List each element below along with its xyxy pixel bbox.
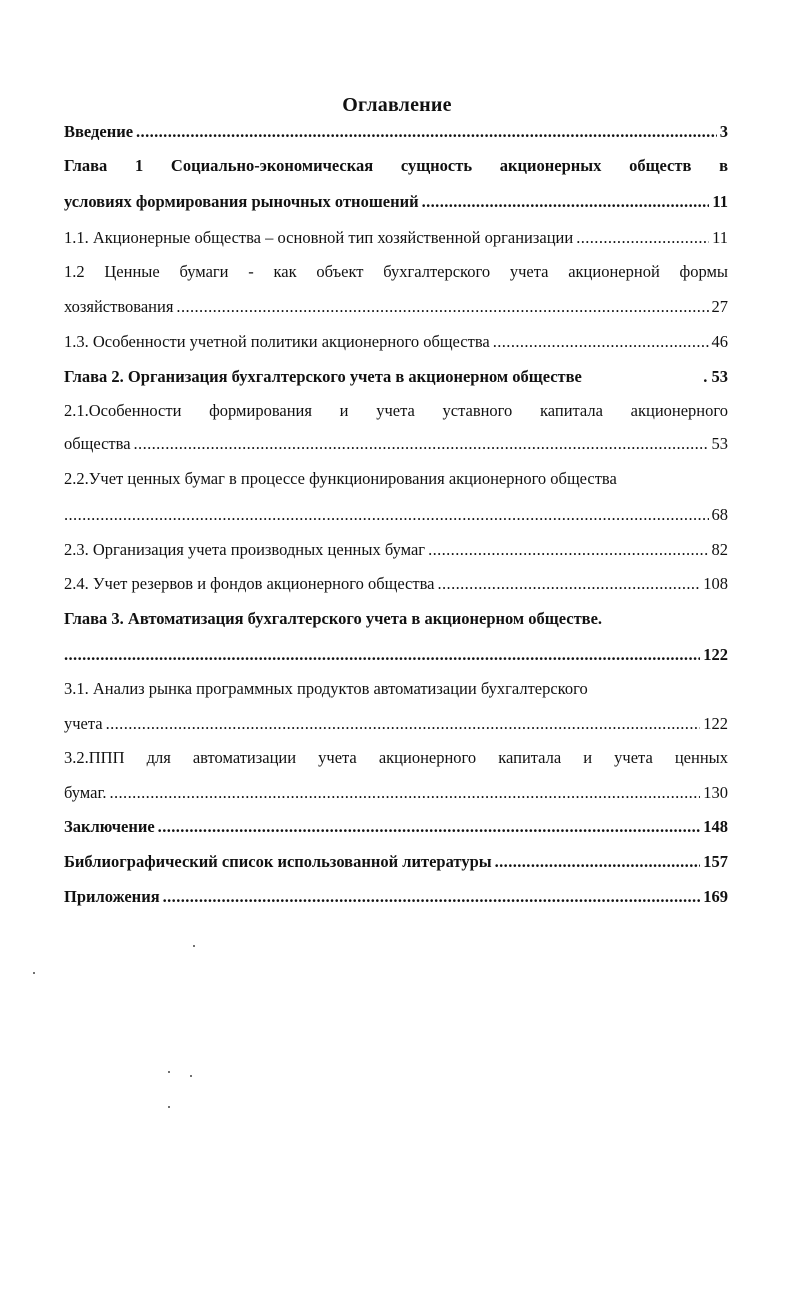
toc-page-number: 3	[719, 122, 728, 141]
toc-entry-title: Приложения	[64, 887, 160, 906]
toc-title: Оглавление	[342, 94, 452, 116]
dot-leader	[134, 432, 709, 456]
toc-entry-title: Заключение	[64, 817, 155, 836]
dot-leader	[136, 120, 717, 144]
toc-page-number: . 53	[703, 367, 728, 386]
toc-entry-title: бумаг.	[64, 783, 107, 802]
toc-entry-chapter-3-line-1	[64, 607, 728, 631]
toc-entry-3-1-line-1	[64, 677, 728, 701]
dot-leader	[576, 226, 709, 250]
toc-entry-title: условиях формирования рыночных отношений	[64, 192, 419, 211]
toc-page-number: 82	[711, 540, 728, 559]
toc-entry-2-2	[64, 503, 728, 527]
dot-leader	[422, 190, 710, 214]
toc-entry-introduction	[64, 120, 728, 144]
toc-entry-chapter-1	[64, 190, 728, 214]
toc-page-number: 157	[703, 852, 728, 871]
toc-entry-title: общества	[64, 434, 131, 453]
toc-entry-conclusion	[64, 815, 728, 839]
toc-entry-chapter-2	[64, 365, 728, 389]
scan-speck	[33, 972, 35, 974]
toc-page-number: 130	[703, 783, 728, 802]
scan-speck	[193, 945, 195, 947]
toc-page-number: 46	[711, 332, 728, 351]
toc-entry-chapter-1-line-1: Глава 1 Социально-экономическая сущность акционерных обществ в	[64, 156, 728, 175]
toc-entry-title: Введение	[64, 122, 134, 141]
toc-page-number: 122	[703, 714, 728, 733]
toc-entry-2-4	[64, 572, 728, 596]
toc-entry-2-3	[64, 538, 728, 562]
toc-entry-bibliography	[64, 850, 728, 874]
toc-entry-1-2-line-1: 1.2 Ценные бумаги - как объект бухгалтерского учета акционерной формы	[64, 262, 728, 281]
dot-leader	[158, 815, 701, 839]
toc-entry-title: 1.1. Акционерные общества – основной тип хозяйственной организации	[64, 228, 574, 247]
toc-entry-1-3	[64, 330, 728, 354]
toc-page-number: 11	[712, 192, 728, 211]
dot-leader	[106, 712, 701, 736]
toc-page-number: 169	[703, 887, 728, 906]
dot-leader	[176, 295, 708, 319]
toc-entry-1-2	[64, 295, 728, 319]
toc-page-number: 68	[711, 505, 728, 524]
toc-entry-chapter-3	[64, 643, 728, 667]
toc-entry-3-2	[64, 781, 728, 805]
toc-entry-title: 2.3. Организация учета производных ценных бумаг	[64, 540, 426, 559]
toc-entry-3-2-line-1: 3.2.ППП для автоматизации учета акционерного капитала и учета ценных	[64, 748, 728, 767]
toc-entry-title: Глава 2. Организация бухгалтерского учета в акционерном обществе	[64, 367, 582, 386]
toc-page-number: 11	[712, 228, 728, 247]
dot-leader	[495, 850, 701, 874]
scan-speck	[168, 1071, 170, 1073]
toc-entry-title: 3.1. Анализ рынка программных продуктов автоматизации бухгалтерского	[64, 679, 588, 698]
toc-entry-appendices	[64, 885, 728, 909]
dot-leader	[109, 781, 700, 805]
scan-speck	[168, 1106, 170, 1108]
toc-page-number: 122	[703, 645, 728, 664]
toc-entry-title: 2.2.Учет ценных бумаг в процессе функционирования акционерного общества	[64, 469, 617, 488]
toc-entry-2-1-line-1: 2.1.Особенности формирования и учета уставного капитала акционерного	[64, 401, 728, 420]
toc-entry-1-1	[64, 226, 728, 250]
toc-page-number: 53	[711, 434, 728, 453]
toc-entry-2-2-line-1	[64, 467, 728, 491]
toc-page-number: 27	[711, 297, 728, 316]
dot-leader	[428, 538, 708, 562]
dot-leader	[438, 572, 701, 596]
toc-page-number: 108	[703, 574, 728, 593]
toc-entry-2-1	[64, 432, 728, 456]
dot-leader	[64, 503, 709, 527]
toc-entry-title: хозяйствования	[64, 297, 174, 316]
scan-speck	[190, 1075, 192, 1077]
toc-entry-title: 1.3. Особенности учетной политики акционерного общества	[64, 332, 490, 351]
dot-leader	[163, 885, 701, 909]
toc-entry-title: учета	[64, 714, 103, 733]
toc-page-number: 148	[703, 817, 728, 836]
toc-entry-title: 2.4. Учет резервов и фондов акционерного общества	[64, 574, 435, 593]
dot-leader	[64, 643, 700, 667]
toc-entry-title: Глава 3. Автоматизация бухгалтерского учета в акционерном обществе.	[64, 609, 603, 628]
toc-entry-title: Библиографический список использованной литературы	[64, 852, 492, 871]
toc-entry-3-1	[64, 712, 728, 736]
dot-leader	[493, 330, 709, 354]
